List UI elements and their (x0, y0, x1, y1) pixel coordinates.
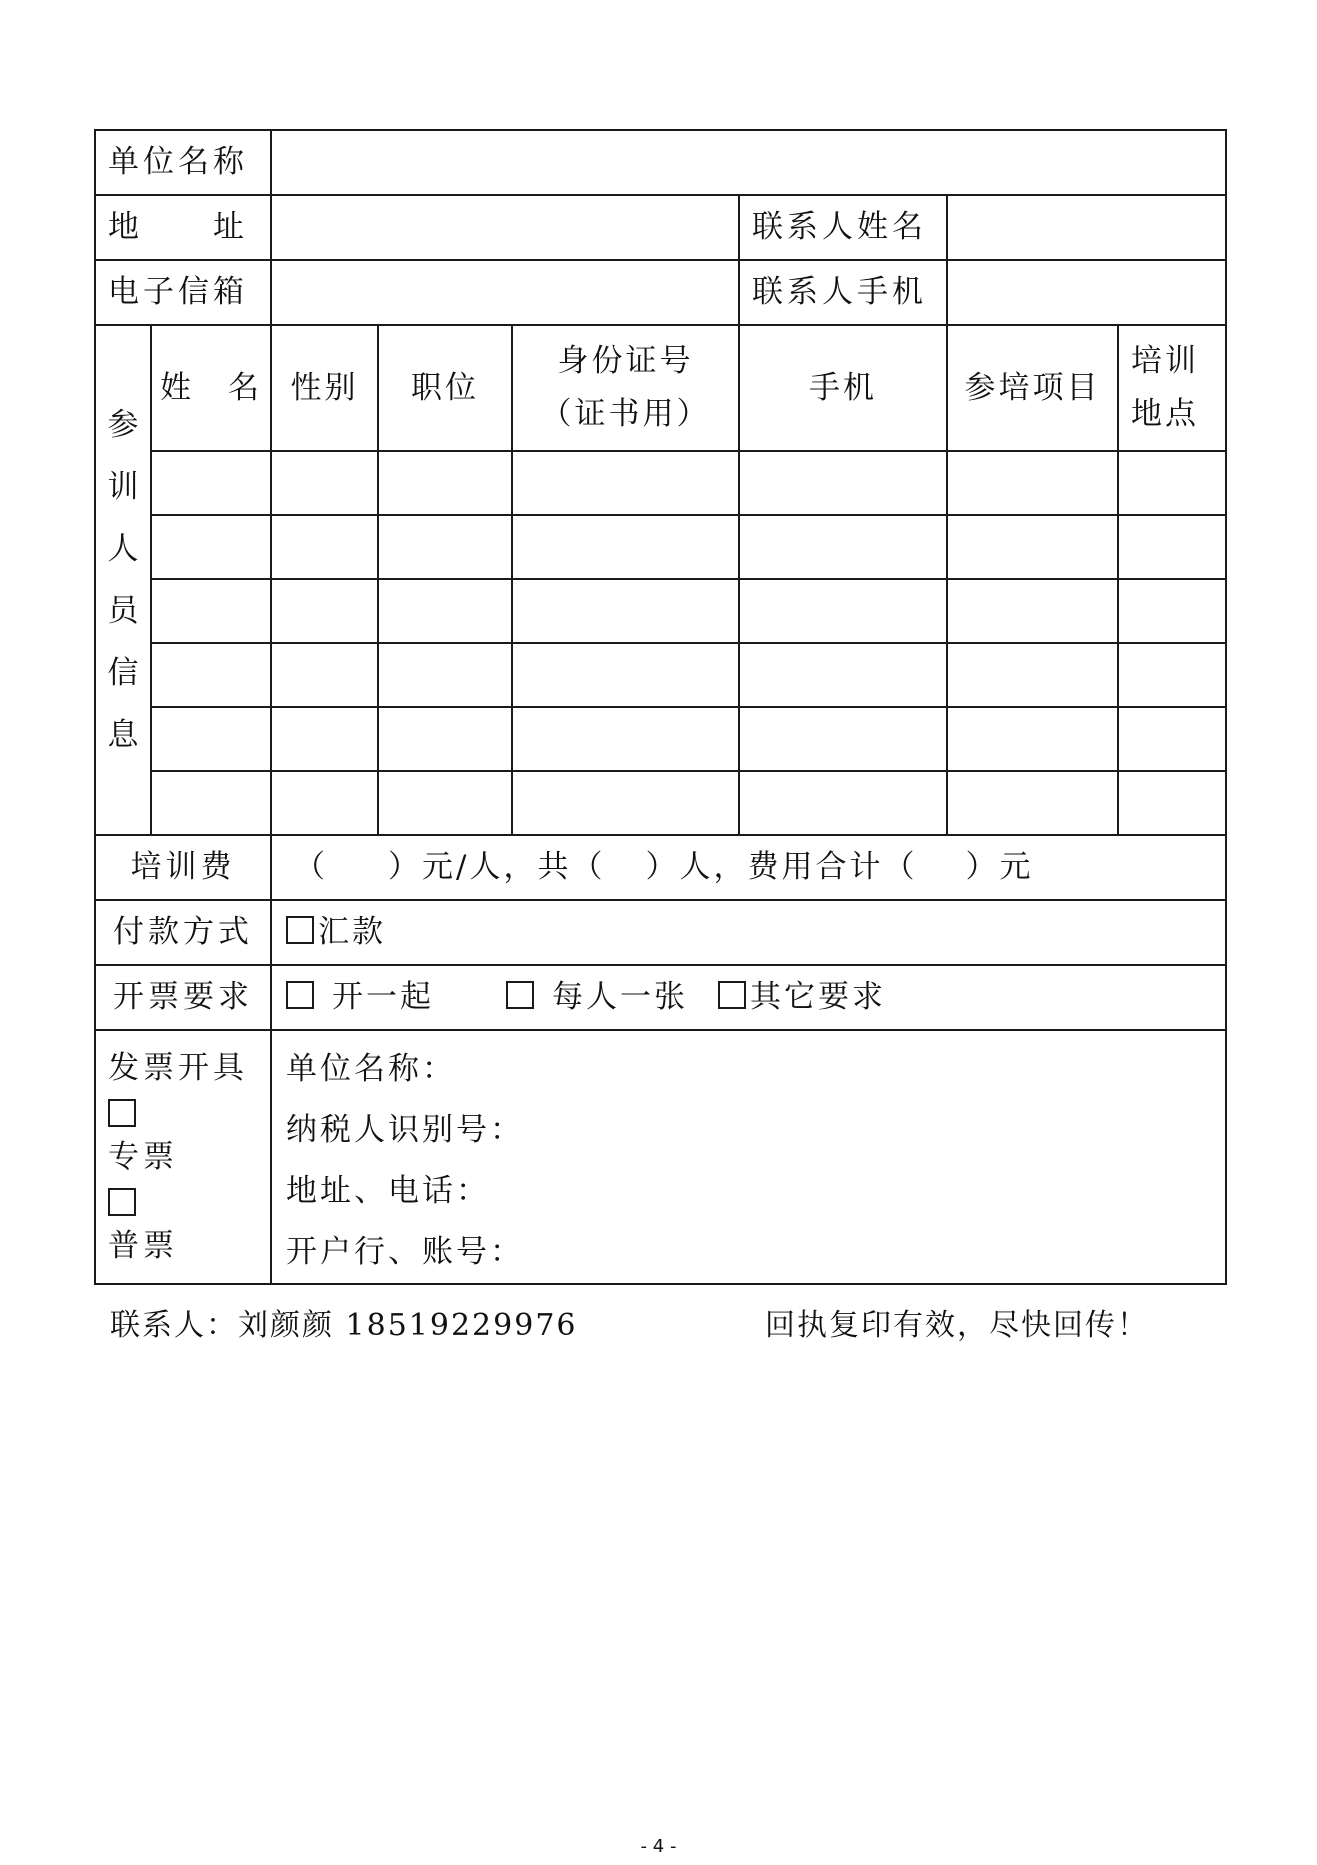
fee-label: 培训费 (95, 835, 271, 900)
participant-name-cell[interactable] (151, 771, 271, 835)
participant-name-cell[interactable] (151, 515, 271, 579)
header-project: 参培项目 (947, 325, 1118, 451)
contact-name-label: 联系人姓名 (739, 195, 947, 260)
participant-phone-cell[interactable] (739, 707, 947, 771)
participant-name-cell[interactable] (151, 707, 271, 771)
contact-phone-label: 联系人手机 (739, 260, 947, 325)
participant-project-cell[interactable] (947, 643, 1118, 707)
header-phone: 手机 (739, 325, 947, 451)
participant-project-cell[interactable] (947, 515, 1118, 579)
participant-row (95, 579, 1226, 643)
fee-line: （ ）元/人，共（ ）人，费用合计（ ）元 (271, 835, 1226, 900)
header-id-number: 身份证号 （证书用） (512, 325, 739, 451)
remittance-label: 汇款 (318, 914, 386, 951)
participants-side-label: 参 训 人 员 信 息 (95, 325, 151, 835)
participant-row (95, 643, 1226, 707)
payment-label: 付款方式 (95, 900, 271, 965)
invoice-requirement-label: 开票要求 (95, 965, 271, 1030)
header-name: 姓 名 (151, 325, 271, 451)
participant-project-cell[interactable] (947, 451, 1118, 515)
email-field[interactable] (271, 260, 739, 325)
participant-position-cell[interactable] (378, 707, 512, 771)
per-person-invoice-checkbox[interactable] (506, 981, 534, 1009)
participant-position-cell[interactable] (378, 771, 512, 835)
contact-name-field[interactable] (947, 195, 1226, 260)
participant-position-cell[interactable] (378, 515, 512, 579)
normal-invoice-checkbox[interactable] (108, 1188, 136, 1216)
participant-project-cell[interactable] (947, 579, 1118, 643)
participant-location-cell[interactable] (1118, 643, 1226, 707)
invoice-type-cell (95, 1030, 271, 1284)
participant-position-cell[interactable] (378, 643, 512, 707)
participant-location-cell[interactable] (1118, 579, 1226, 643)
registration-form (94, 129, 1227, 1285)
invoice-tax-id-field[interactable]: 纳税人识别号： (286, 1112, 524, 1148)
participant-name-cell[interactable] (151, 451, 271, 515)
payment-options (271, 900, 1226, 965)
invoice-bank-account-field[interactable]: 开户行、账号： (286, 1234, 524, 1270)
participant-location-cell[interactable] (1118, 771, 1226, 835)
unit-name-label: 单位名称 (95, 130, 271, 195)
participant-location-cell[interactable] (1118, 515, 1226, 579)
participant-id-cell[interactable] (512, 771, 739, 835)
participant-id-cell[interactable] (512, 515, 739, 579)
participant-position-cell[interactable] (378, 579, 512, 643)
other-requirement-label: 其它要求 (750, 979, 886, 1016)
header-gender: 性别 (271, 325, 378, 451)
participant-id-cell[interactable] (512, 579, 739, 643)
participant-gender-cell[interactable] (271, 515, 378, 579)
participant-id-cell[interactable] (512, 707, 739, 771)
footer-contact: 联系人：刘颜颜 18519229976 (110, 1308, 578, 1343)
participant-gender-cell[interactable] (271, 451, 378, 515)
special-invoice-checkbox[interactable] (108, 1099, 136, 1127)
invoice-requirement-options (271, 965, 1226, 1030)
participant-gender-cell[interactable] (271, 707, 378, 771)
email-label: 电子信箱 (95, 260, 271, 325)
participant-row (95, 451, 1226, 515)
invoice-type-label: 发票开具 (108, 1049, 248, 1086)
participant-name-cell[interactable] (151, 643, 271, 707)
participant-row (95, 515, 1226, 579)
participant-row (95, 707, 1226, 771)
participant-phone-cell[interactable] (739, 579, 947, 643)
address-label: 地 址 (95, 195, 271, 260)
participant-project-cell[interactable] (947, 707, 1118, 771)
invoice-address-phone-field[interactable]: 地址、电话： (286, 1173, 490, 1209)
participant-id-cell[interactable] (512, 451, 739, 515)
participant-project-cell[interactable] (947, 771, 1118, 835)
participant-location-cell[interactable] (1118, 451, 1226, 515)
participant-phone-cell[interactable] (739, 515, 947, 579)
remittance-checkbox[interactable] (286, 916, 314, 944)
unit-name-field[interactable] (271, 130, 1226, 195)
participant-gender-cell[interactable] (271, 579, 378, 643)
participant-name-cell[interactable] (151, 579, 271, 643)
footer-note: 回执复印有效，尽快回传！ (765, 1308, 1149, 1343)
page-number: - 4 - (640, 1836, 677, 1857)
address-field[interactable] (271, 195, 739, 260)
participant-gender-cell[interactable] (271, 771, 378, 835)
participant-phone-cell[interactable] (739, 451, 947, 515)
participant-phone-cell[interactable] (739, 771, 947, 835)
participant-position-cell[interactable] (378, 451, 512, 515)
participant-gender-cell[interactable] (271, 643, 378, 707)
contact-phone-field[interactable] (947, 260, 1226, 325)
header-location: 培训 地点 (1118, 325, 1226, 451)
participant-location-cell[interactable] (1118, 707, 1226, 771)
per-person-invoice-label: 每人一张 (552, 979, 688, 1016)
participant-row (95, 771, 1226, 835)
special-invoice-label: 专票 (108, 1138, 178, 1175)
combined-invoice-label: 开一起 (332, 979, 434, 1016)
invoice-details-cell (271, 1030, 1226, 1284)
combined-invoice-checkbox[interactable] (286, 981, 314, 1009)
other-requirement-checkbox[interactable] (718, 981, 746, 1009)
header-position: 职位 (378, 325, 512, 451)
normal-invoice-label: 普票 (108, 1227, 178, 1264)
participant-phone-cell[interactable] (739, 643, 947, 707)
invoice-unit-name-field[interactable]: 单位名称： (286, 1051, 456, 1087)
participant-id-cell[interactable] (512, 643, 739, 707)
